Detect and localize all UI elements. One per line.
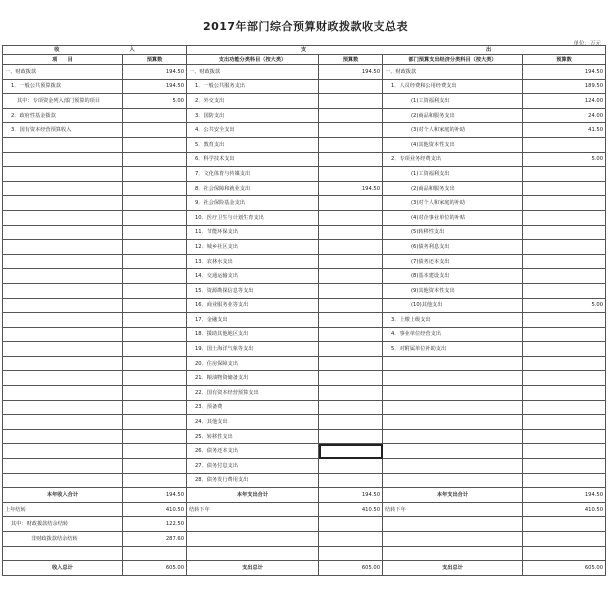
econ-budget-cell	[523, 240, 606, 255]
table-row	[3, 152, 606, 167]
income-budget-cell	[123, 108, 187, 123]
econ-budget-cell	[523, 167, 606, 182]
income-item-cell	[3, 210, 123, 225]
econ-item-cell	[383, 386, 523, 401]
func-item-cell: 4．公共安全支出	[187, 123, 319, 138]
econ-budget-cell	[523, 327, 606, 342]
grand-income-label: 收入总计	[3, 561, 123, 576]
econ-budget-cell	[523, 313, 606, 328]
func-item-cell: 27．债务付息支出	[187, 459, 319, 474]
income-budget-cell	[123, 196, 187, 211]
income-budget-cell	[123, 225, 187, 240]
table-row	[3, 108, 606, 123]
income-budget-cell	[123, 429, 187, 444]
econ-budget-cell	[523, 137, 606, 152]
income-item-cell	[3, 429, 123, 444]
func-item-cell: 1．一般公共服务支出	[187, 79, 319, 94]
prev-carry-value: 410.50	[123, 502, 187, 517]
table-row	[3, 429, 606, 444]
income-item-cell	[3, 181, 123, 196]
income-item-cell	[3, 415, 123, 430]
grand-func-value: 605.00	[319, 561, 383, 576]
income-budget-cell	[123, 415, 187, 430]
income-item-cell	[3, 371, 123, 386]
func-budget-cell	[319, 298, 383, 313]
income-item-cell	[3, 342, 123, 357]
econ-budget-cell	[523, 444, 606, 459]
econ-item-cell: (4)对企事业单位的补贴	[383, 210, 523, 225]
table-row	[3, 400, 606, 415]
col-func-header: 支出功能分类科目（按大类）	[187, 55, 319, 65]
econ-item-cell: (1)工资福利支出	[383, 167, 523, 182]
table-row	[3, 137, 606, 152]
econ-item-cell: (3)对个人和家庭的补助	[383, 196, 523, 211]
col-item-header: 项 目	[3, 55, 123, 65]
func-item-cell: 5．教育支出	[187, 137, 319, 152]
func-total-value: 194.50	[319, 488, 383, 503]
func-budget-cell	[319, 356, 383, 371]
income-item-cell	[3, 269, 123, 284]
econ-item-cell	[383, 415, 523, 430]
income-item-cell: 3．国有资本经营预算收入	[3, 123, 123, 138]
sub2-value: 287.60	[123, 532, 187, 547]
func-item-cell: 19．国土海洋气象等支出	[187, 342, 319, 357]
func-item-cell: 16．商业服务业等支出	[187, 298, 319, 313]
func-budget-cell	[319, 210, 383, 225]
econ-budget-cell	[523, 210, 606, 225]
income-budget-cell	[123, 283, 187, 298]
income-budget-cell	[123, 298, 187, 313]
income-item-cell	[3, 444, 123, 459]
func-budget-cell	[319, 225, 383, 240]
income-item-cell	[3, 137, 123, 152]
income-item-cell	[3, 196, 123, 211]
income-item-cell	[3, 473, 123, 488]
econ-item-cell	[383, 429, 523, 444]
table-row	[3, 181, 606, 196]
func-budget-cell	[319, 386, 383, 401]
func-item-cell: 一、财政拨款	[187, 65, 319, 80]
econ-item-cell: 1．人员经费和公用经费支出	[383, 79, 523, 94]
table-row	[3, 473, 606, 488]
income-item-cell: 1．一般公共预算拨款	[3, 79, 123, 94]
econ-item-cell	[383, 400, 523, 415]
carry-row	[3, 502, 606, 517]
table-row	[3, 269, 606, 284]
income-total-value: 194.50	[123, 488, 187, 503]
econ-total-label: 本年支出合计	[383, 488, 523, 503]
econ-item-cell: (6)债务利息支出	[383, 240, 523, 255]
income-item-cell	[3, 240, 123, 255]
income-budget-cell	[123, 137, 187, 152]
income-budget-cell	[123, 152, 187, 167]
table-row	[3, 79, 606, 94]
func-budget-cell	[319, 459, 383, 474]
econ-budget-cell: 5.00	[523, 152, 606, 167]
income-budget-cell	[123, 371, 187, 386]
empty-row	[3, 546, 606, 561]
func-budget-cell	[319, 342, 383, 357]
section-header-row	[3, 46, 606, 55]
sub1-label: 其中：财政拨款结余结转	[3, 517, 123, 532]
func-budget-cell: 194.50	[319, 181, 383, 196]
econ-item-cell: 5．对附属单位补助支出	[383, 342, 523, 357]
econ-budget-cell	[523, 342, 606, 357]
selected-cell[interactable]	[319, 444, 383, 459]
income-budget-cell	[123, 386, 187, 401]
func-item-cell: 28．债务发行费用支出	[187, 473, 319, 488]
func-item-cell: 23．预备费	[187, 400, 319, 415]
func-item-cell: 18．援助其他地区支出	[187, 327, 319, 342]
func-item-cell: 10．医疗卫生与计划生育支出	[187, 210, 319, 225]
table-row	[3, 313, 606, 328]
econ-item-cell	[383, 459, 523, 474]
table-row	[3, 225, 606, 240]
func-budget-cell	[319, 283, 383, 298]
income-item-cell	[3, 313, 123, 328]
sub1-value: 122.50	[123, 517, 187, 532]
func-budget-cell	[319, 429, 383, 444]
func-item-cell: 7．文化体育与传媒支出	[187, 167, 319, 182]
func-budget-cell	[319, 269, 383, 284]
income-budget-cell	[123, 473, 187, 488]
income-item-cell	[3, 459, 123, 474]
income-budget-cell: 5.00	[123, 94, 187, 109]
func-item-cell: 12．城乡社区支出	[187, 240, 319, 255]
income-item-cell	[3, 283, 123, 298]
econ-item-cell: 4．事业单位经营支出	[383, 327, 523, 342]
func-budget-cell	[319, 313, 383, 328]
func-next-value: 410.50	[319, 502, 383, 517]
econ-budget-cell	[523, 269, 606, 284]
econ-item-cell: (1)工资福利支出	[383, 94, 523, 109]
income-item-cell	[3, 400, 123, 415]
table-row	[3, 167, 606, 182]
func-item-cell: 25．转移性支出	[187, 429, 319, 444]
econ-item-cell	[383, 356, 523, 371]
econ-item-cell: (2)商品和服务支出	[383, 108, 523, 123]
table-row	[3, 342, 606, 357]
econ-budget-cell	[523, 225, 606, 240]
func-total-label: 本年支出合计	[187, 488, 319, 503]
econ-budget-cell: 124.00	[523, 94, 606, 109]
func-budget-cell	[319, 79, 383, 94]
econ-total-value: 194.50	[523, 488, 606, 503]
income-item-cell: 2．政府性基金拨款	[3, 108, 123, 123]
econ-item-cell: 3．上缴上级支出	[383, 313, 523, 328]
sub2-row	[3, 532, 606, 547]
func-item-cell: 22．国有资本经营预算支出	[187, 386, 319, 401]
econ-budget-cell: 5.00	[523, 298, 606, 313]
table-row	[3, 196, 606, 211]
income-item-cell	[3, 386, 123, 401]
func-item-cell: 13．农林水支出	[187, 254, 319, 269]
prev-carry-label: 上年结转	[3, 502, 123, 517]
func-item-cell: 2．外交支出	[187, 94, 319, 109]
col-budget2-header: 预算数	[319, 55, 383, 65]
func-budget-cell	[319, 254, 383, 269]
func-budget-cell	[319, 240, 383, 255]
econ-item-cell: (5)转移性支出	[383, 225, 523, 240]
income-section-header: 收 入	[3, 46, 187, 55]
income-budget-cell	[123, 254, 187, 269]
func-budget-cell	[319, 152, 383, 167]
income-budget-cell	[123, 240, 187, 255]
income-budget-cell: 194.50	[123, 79, 187, 94]
func-budget-cell	[319, 94, 383, 109]
econ-budget-cell: 41.50	[523, 123, 606, 138]
table-row	[3, 240, 606, 255]
econ-budget-cell	[523, 356, 606, 371]
econ-budget-cell	[523, 400, 606, 415]
income-item-cell	[3, 152, 123, 167]
func-item-cell: 8．社会保障和就业支出	[187, 181, 319, 196]
econ-budget-cell	[523, 415, 606, 430]
func-budget-cell	[319, 167, 383, 182]
table-row	[3, 298, 606, 313]
table-row	[3, 459, 606, 474]
func-item-cell: 3．国防支出	[187, 108, 319, 123]
income-budget-cell	[123, 400, 187, 415]
income-item-cell	[3, 225, 123, 240]
column-header-row	[3, 55, 606, 65]
econ-budget-cell	[523, 254, 606, 269]
grand-func-label: 支出总计	[187, 561, 319, 576]
econ-budget-cell	[523, 473, 606, 488]
table-row	[3, 94, 606, 109]
page-title: 2017年部门综合预算财政拨款收支总表	[202, 20, 409, 33]
func-budget-cell	[319, 371, 383, 386]
table-row	[3, 254, 606, 269]
income-item-cell	[3, 254, 123, 269]
econ-budget-cell: 194.50	[523, 65, 606, 80]
econ-item-cell: (2)商品和服务支出	[383, 181, 523, 196]
econ-item-cell: (8)基本建设支出	[383, 269, 523, 284]
table-row	[3, 386, 606, 401]
income-total-label: 本年收入合计	[3, 488, 123, 503]
unit-label: 单位：万元	[573, 41, 601, 47]
func-budget-cell	[319, 137, 383, 152]
table-row	[3, 444, 606, 459]
func-budget-cell: 194.50	[319, 65, 383, 80]
econ-budget-cell	[523, 283, 606, 298]
income-item-cell	[3, 356, 123, 371]
func-item-cell: 20．住房保障支出	[187, 356, 319, 371]
sub2-label: 非财政拨款结余结转	[3, 532, 123, 547]
func-budget-cell	[319, 327, 383, 342]
income-budget-cell	[123, 313, 187, 328]
grand-econ-value: 605.00	[523, 561, 606, 576]
grand-econ-label: 支出总计	[383, 561, 523, 576]
income-item-cell: 其中：专项资金列入部门预算的项目	[3, 94, 123, 109]
budget-table	[2, 45, 606, 576]
econ-budget-cell	[523, 429, 606, 444]
func-budget-cell	[319, 473, 383, 488]
func-item-cell: 6．科学技术支出	[187, 152, 319, 167]
total-row	[3, 488, 606, 503]
econ-item-cell: (9)其他资本性支出	[383, 283, 523, 298]
econ-item-cell: 一、财政拨款	[383, 65, 523, 80]
expense-section-header: 支 出	[187, 46, 606, 55]
income-budget-cell	[123, 327, 187, 342]
econ-budget-cell	[523, 181, 606, 196]
econ-budget-cell	[523, 386, 606, 401]
func-budget-cell	[319, 400, 383, 415]
income-budget-cell	[123, 444, 187, 459]
table-row	[3, 415, 606, 430]
econ-item-cell: (4)其他资本性支出	[383, 137, 523, 152]
income-budget-cell	[123, 167, 187, 182]
econ-budget-cell: 189.50	[523, 79, 606, 94]
func-item-cell: 9．社会保险基金支出	[187, 196, 319, 211]
func-item-cell: 11．节能环保支出	[187, 225, 319, 240]
econ-item-cell: 2．专项业务经费支出	[383, 152, 523, 167]
table-row	[3, 123, 606, 138]
func-budget-cell	[319, 415, 383, 430]
income-budget-cell	[123, 123, 187, 138]
econ-budget-cell	[523, 196, 606, 211]
sub1-row	[3, 517, 606, 532]
econ-item-cell: (3)对个人和家庭的补助	[383, 123, 523, 138]
income-item-cell	[3, 167, 123, 182]
grand-total-row	[3, 561, 606, 576]
income-budget-cell	[123, 210, 187, 225]
income-budget-cell	[123, 269, 187, 284]
table-row	[3, 283, 606, 298]
func-item-cell: 24．其他支出	[187, 415, 319, 430]
income-item-cell	[3, 298, 123, 313]
econ-next-value: 410.50	[523, 502, 606, 517]
func-item-cell: 15．资源勘探信息等支出	[187, 283, 319, 298]
income-item-cell	[3, 327, 123, 342]
income-budget-cell	[123, 356, 187, 371]
income-budget-cell: 194.50	[123, 65, 187, 80]
econ-next-label: 结转下年	[383, 502, 523, 517]
func-item-cell: 21．粮油物资储备支出	[187, 371, 319, 386]
func-budget-cell	[319, 108, 383, 123]
func-item-cell: 17．金融支出	[187, 313, 319, 328]
econ-item-cell: (7)债务还本支出	[383, 254, 523, 269]
income-budget-cell	[123, 342, 187, 357]
econ-budget-cell	[523, 459, 606, 474]
income-item-cell: 一、财政拨款	[3, 65, 123, 80]
func-budget-cell	[319, 196, 383, 211]
table-row	[3, 356, 606, 371]
col-econ-header: 部门预算支出经济分类科目（按大类）	[383, 55, 523, 65]
income-budget-cell	[123, 459, 187, 474]
econ-budget-cell	[523, 371, 606, 386]
income-budget-cell	[123, 181, 187, 196]
table-row	[3, 210, 606, 225]
econ-item-cell	[383, 473, 523, 488]
col-budget3-header: 预算数	[523, 55, 606, 65]
table-row	[3, 371, 606, 386]
econ-item-cell	[383, 371, 523, 386]
func-budget-cell	[319, 123, 383, 138]
table-row	[3, 65, 606, 80]
col-budget1-header: 预算数	[123, 55, 187, 65]
econ-item-cell	[383, 444, 523, 459]
func-next-label: 结转下年	[187, 502, 319, 517]
econ-budget-cell: 24.00	[523, 108, 606, 123]
grand-income-value: 605.00	[123, 561, 187, 576]
table-row	[3, 327, 606, 342]
func-item-cell: 26．债务还本支出	[187, 444, 319, 459]
econ-item-cell: (10)其他支出	[383, 298, 523, 313]
func-item-cell: 14．交通运输支出	[187, 269, 319, 284]
